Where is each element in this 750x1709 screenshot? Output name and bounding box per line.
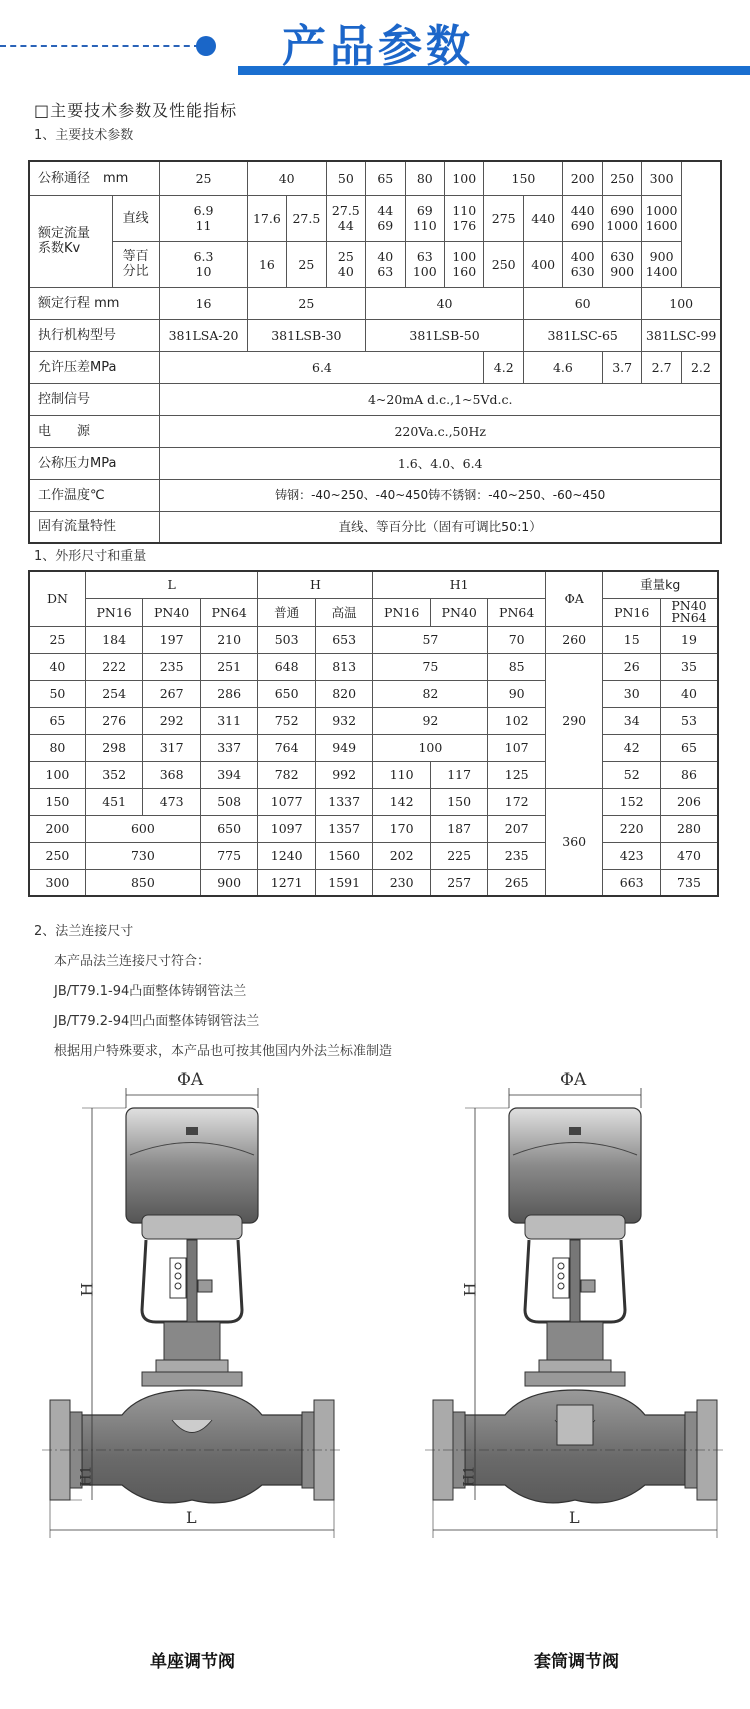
cell: 85 <box>488 653 546 680</box>
cell: 150 <box>484 161 563 195</box>
cell: 752 <box>258 707 316 734</box>
cell: 276 <box>85 707 143 734</box>
cell: 207 <box>488 815 546 842</box>
section-title: □主要技术参数及性能指标 <box>34 101 238 120</box>
cell: 80 <box>405 161 444 195</box>
cell: 40 <box>247 161 326 195</box>
cell <box>445 241 484 287</box>
label-linear: 直线 <box>112 195 160 241</box>
label-actuator: 执行机构型号 <box>29 319 160 351</box>
header-l: L <box>85 571 258 598</box>
cell: 25 <box>247 287 365 319</box>
cell: 440 <box>523 195 562 241</box>
cell: 15 <box>603 626 661 653</box>
cell: 57 <box>373 626 488 653</box>
table-row <box>29 842 718 869</box>
subsection-title-specs: 1、主要技术参数 <box>34 128 134 143</box>
header-hightemp: 高温 <box>315 598 373 626</box>
value: 40 <box>377 249 394 264</box>
value: 25 <box>337 249 354 264</box>
cell: 75 <box>373 653 488 680</box>
header-pn40: PN40 <box>143 598 201 626</box>
cell <box>326 195 365 241</box>
cell: 394 <box>200 761 258 788</box>
cell: 1077 <box>258 788 316 815</box>
table-row <box>29 734 718 761</box>
right-valve-caption: 套筒调节阀 <box>534 1652 619 1672</box>
dimension-table <box>28 570 719 897</box>
cell: 50 <box>29 680 85 707</box>
label-control-signal: 控制信号 <box>29 383 160 415</box>
cell: 225 <box>430 842 488 869</box>
value: 110 <box>452 203 477 218</box>
cell: 250 <box>29 842 85 869</box>
cell: 100 <box>373 734 488 761</box>
value: 690 <box>570 218 595 233</box>
cell: 100 <box>445 161 484 195</box>
table-row <box>29 626 718 653</box>
cell: 300 <box>29 869 85 896</box>
header-pn64: PN64 <box>488 598 546 626</box>
label-equal-pct-1: 等百 <box>122 249 149 264</box>
cell: 1240 <box>258 842 316 869</box>
cell: 16 <box>247 241 286 287</box>
cell: 1357 <box>315 815 373 842</box>
cell: 286 <box>200 680 258 707</box>
cell: 317 <box>143 734 201 761</box>
left-phia-label: ΦA <box>177 1070 204 1090</box>
value: 11 <box>195 218 212 233</box>
label-stroke: 额定行程 mm <box>29 287 160 319</box>
cell: 86 <box>660 761 718 788</box>
cell: 26 <box>603 653 661 680</box>
right-phia-label: ΦA <box>560 1070 587 1090</box>
header-weight: 重量kg <box>603 571 718 598</box>
spec-table <box>28 160 722 544</box>
value: 1000 <box>606 218 639 233</box>
row-temp <box>29 479 721 511</box>
cell: 184 <box>85 626 143 653</box>
value: 1000 <box>645 203 678 218</box>
cell: 107 <box>488 734 546 761</box>
left-l-label: L <box>186 1508 197 1527</box>
cell: 381LSC-65 <box>523 319 641 351</box>
cell: 6.4 <box>160 351 484 383</box>
cell: 730 <box>85 842 200 869</box>
cell: 1337 <box>315 788 373 815</box>
flange-line-1: 本产品法兰连接尺寸符合： <box>54 954 211 969</box>
table-row <box>29 653 718 680</box>
value: 44 <box>377 203 394 218</box>
value: 44 <box>337 218 354 233</box>
cell: 220 <box>603 815 661 842</box>
value: 440 <box>570 203 595 218</box>
cell: 直线、等百分比（固有可调比50:1） <box>160 511 721 543</box>
cell: 265 <box>488 869 546 896</box>
cell: 50 <box>326 161 365 195</box>
cell: 210 <box>200 626 258 653</box>
label-flow-char: 固有流量特性 <box>29 511 160 543</box>
cell: 311 <box>200 707 258 734</box>
value: 69 <box>416 203 433 218</box>
cell: 423 <box>603 842 661 869</box>
header-dashed-line <box>0 45 200 47</box>
cell: 1.6、4.0、6.4 <box>160 447 721 479</box>
value: 100 <box>412 264 437 279</box>
value: 900 <box>649 249 674 264</box>
header-normal: 普通 <box>258 598 316 626</box>
cell: 949 <box>315 734 373 761</box>
cell: 813 <box>315 653 373 680</box>
cell: 1271 <box>258 869 316 896</box>
cell: 782 <box>258 761 316 788</box>
cell: 220Va.c.,50Hz <box>160 415 721 447</box>
cell: 110 <box>373 761 431 788</box>
cell: 100 <box>29 761 85 788</box>
cell: 254 <box>85 680 143 707</box>
label-rated-flow <box>29 195 112 287</box>
value: 63 <box>377 264 394 279</box>
cell: 1097 <box>258 815 316 842</box>
value: 1600 <box>645 218 678 233</box>
cell: 42 <box>603 734 661 761</box>
cell: 257 <box>430 869 488 896</box>
row-kv-linear <box>29 195 721 241</box>
cell <box>563 241 602 287</box>
cell: 900 <box>200 869 258 896</box>
cell: 40 <box>660 680 718 707</box>
cell: 298 <box>85 734 143 761</box>
value: 110 <box>412 218 437 233</box>
left-h-label: H <box>77 1282 97 1297</box>
cell: 53 <box>660 707 718 734</box>
table-row <box>29 788 718 815</box>
flange-line-4: 根据用户特殊要求，本产品也可按其他国内外法兰标准制造 <box>54 1044 393 1059</box>
cell: 280 <box>660 815 718 842</box>
header-h1: H1 <box>373 571 546 598</box>
label-nominal-pressure: 公称压力MPa <box>29 447 160 479</box>
flange-line-3: JB/T79.2-94凹凸面整体铸钢管法兰 <box>54 1014 260 1029</box>
table-row <box>29 707 718 734</box>
label-nominal-dia: 公称通径 mm <box>29 161 160 195</box>
header-h: H <box>258 571 373 598</box>
cell: 250 <box>484 241 523 287</box>
cell <box>160 241 247 287</box>
cell: 150 <box>430 788 488 815</box>
cell: 52 <box>603 761 661 788</box>
cell: 19 <box>660 626 718 653</box>
cell: 80 <box>29 734 85 761</box>
header-phia: ΦA <box>545 571 603 626</box>
cell: 503 <box>258 626 316 653</box>
cell <box>366 195 405 241</box>
cell: 65 <box>660 734 718 761</box>
cell: 3.7 <box>602 351 641 383</box>
cell: 932 <box>315 707 373 734</box>
cell: 222 <box>85 653 143 680</box>
label-pressure-diff: 允许压差MPa <box>29 351 160 383</box>
row-control-signal <box>29 383 721 415</box>
cell: 65 <box>366 161 405 195</box>
cell: 200 <box>563 161 602 195</box>
cell: 4.6 <box>523 351 602 383</box>
cell: 102 <box>488 707 546 734</box>
row-flow-char <box>29 511 721 543</box>
header-row-2 <box>29 598 718 626</box>
label-equal-pct-2: 分比 <box>122 264 149 279</box>
cell: 653 <box>315 626 373 653</box>
cell: 150 <box>29 788 85 815</box>
value: 69 <box>377 218 394 233</box>
row-kv-equal <box>29 241 721 287</box>
valve-drawings <box>0 1060 750 1709</box>
cell: 125 <box>488 761 546 788</box>
cell: 16 <box>160 287 247 319</box>
cell: 352 <box>85 761 143 788</box>
value: 900 <box>610 264 635 279</box>
cell <box>405 241 444 287</box>
label-power: 电 源 <box>29 415 160 447</box>
header-pn40: PN40 <box>671 598 707 613</box>
cell: 850 <box>85 869 200 896</box>
header-pn16: PN16 <box>603 598 661 626</box>
row-power <box>29 415 721 447</box>
label-rated-flow-2: 系数Kv <box>38 241 81 256</box>
cell: 290 <box>545 653 603 788</box>
cell: 2.2 <box>681 351 721 383</box>
cell: 35 <box>660 653 718 680</box>
label-equal-pct <box>112 241 160 287</box>
row-stroke <box>29 287 721 319</box>
header-pn16: PN16 <box>85 598 143 626</box>
cell <box>563 195 602 241</box>
cell: 764 <box>258 734 316 761</box>
value: 63 <box>416 249 433 264</box>
cell <box>602 195 641 241</box>
cell: 820 <box>315 680 373 707</box>
cell: 90 <box>488 680 546 707</box>
cell: 381LSB-50 <box>366 319 524 351</box>
header-pn40: PN40 <box>430 598 488 626</box>
cell: 40 <box>366 287 524 319</box>
cell: 381LSB-30 <box>247 319 365 351</box>
header-pn40-pn64 <box>660 598 718 626</box>
value: 160 <box>452 264 477 279</box>
cell: 60 <box>523 287 641 319</box>
cell: 260 <box>545 626 603 653</box>
flange-title: 2、法兰连接尺寸 <box>34 924 134 939</box>
cell: 4~20mA d.c.,1~5Vd.c. <box>160 383 721 415</box>
cell: 267 <box>143 680 201 707</box>
cell: 1560 <box>315 842 373 869</box>
cell: 30 <box>603 680 661 707</box>
cell: 473 <box>143 788 201 815</box>
cell: 650 <box>200 815 258 842</box>
cell: 508 <box>200 788 258 815</box>
value: 40 <box>337 264 354 279</box>
flange-line-2: JB/T79.1-94凸面整体铸钢管法兰 <box>54 984 247 999</box>
header-row-1 <box>29 571 718 598</box>
left-h1-label: H1 <box>78 1465 95 1487</box>
value: 690 <box>610 203 635 218</box>
table-row <box>29 815 718 842</box>
cell: 230 <box>373 869 431 896</box>
cell: 200 <box>29 815 85 842</box>
header-dot <box>196 36 216 56</box>
cell: 251 <box>200 653 258 680</box>
value: 6.9 <box>193 203 214 218</box>
cell <box>366 241 405 287</box>
cell: 25 <box>29 626 85 653</box>
cell <box>160 195 247 241</box>
header-dn: DN <box>29 571 85 626</box>
cell: 152 <box>603 788 661 815</box>
label-rated-flow-1: 额定流量 <box>38 226 91 241</box>
cell: 206 <box>660 788 718 815</box>
cell: 292 <box>143 707 201 734</box>
cell: 202 <box>373 842 431 869</box>
cell: 648 <box>258 653 316 680</box>
cell: 117 <box>430 761 488 788</box>
value: 400 <box>570 249 595 264</box>
value: 176 <box>452 218 477 233</box>
cell: 368 <box>143 761 201 788</box>
table-row <box>29 761 718 788</box>
right-l-label: L <box>569 1508 580 1527</box>
cell: 381LSC-99 <box>642 319 721 351</box>
cell: 992 <box>315 761 373 788</box>
cell <box>445 195 484 241</box>
header-pn64: PN64 <box>200 598 258 626</box>
cell: 4.2 <box>484 351 523 383</box>
cell: 235 <box>143 653 201 680</box>
cell: 70 <box>488 626 546 653</box>
value: 10 <box>195 264 212 279</box>
value: 630 <box>570 264 595 279</box>
row-pressure-diff <box>29 351 721 383</box>
cell: 381LSA-20 <box>160 319 247 351</box>
cell: 65 <box>29 707 85 734</box>
value: 630 <box>610 249 635 264</box>
cell: 142 <box>373 788 431 815</box>
label-temp: 工作温度℃ <box>29 479 160 511</box>
value: 27.5 <box>331 203 360 218</box>
left-valve-caption: 单座调节阀 <box>150 1652 235 1672</box>
row-nominal-dia <box>29 161 721 195</box>
cell: 300 <box>642 161 681 195</box>
cell: 25 <box>160 161 247 195</box>
cell: 40 <box>29 653 85 680</box>
cell: 360 <box>545 788 603 896</box>
cell: 25 <box>287 241 326 287</box>
right-h1-label: H1 <box>461 1465 478 1487</box>
cell: 663 <box>603 869 661 896</box>
cell: 187 <box>430 815 488 842</box>
value: 100 <box>452 249 477 264</box>
cell: 451 <box>85 788 143 815</box>
cell: 197 <box>143 626 201 653</box>
cell <box>642 241 681 287</box>
table-row <box>29 869 718 896</box>
cell: 1591 <box>315 869 373 896</box>
cell <box>642 195 681 241</box>
cell: 275 <box>484 195 523 241</box>
cell: 470 <box>660 842 718 869</box>
cell: 775 <box>200 842 258 869</box>
cell: 250 <box>602 161 641 195</box>
cell: 82 <box>373 680 488 707</box>
cell: 100 <box>642 287 721 319</box>
cell: 337 <box>200 734 258 761</box>
cell: 92 <box>373 707 488 734</box>
table-row <box>29 680 718 707</box>
cell <box>602 241 641 287</box>
cell: 34 <box>603 707 661 734</box>
subsection-title-dimensions: 1、外形尺寸和重量 <box>34 549 147 564</box>
cell: 400 <box>523 241 562 287</box>
header-pn16: PN16 <box>373 598 431 626</box>
cell: 170 <box>373 815 431 842</box>
value: 1400 <box>645 264 678 279</box>
cell: 235 <box>488 842 546 869</box>
page-header <box>0 0 750 80</box>
value: 6.3 <box>193 249 214 264</box>
row-nominal-pressure <box>29 447 721 479</box>
cell: 172 <box>488 788 546 815</box>
cell <box>405 195 444 241</box>
cell: 27.5 <box>287 195 326 241</box>
cell: 650 <box>258 680 316 707</box>
cell: 2.7 <box>642 351 681 383</box>
header-pn64: PN64 <box>671 610 707 625</box>
cell: 600 <box>85 815 200 842</box>
cell: 735 <box>660 869 718 896</box>
cell: 铸钢：-40~250、-40~450铸不锈钢：-40~250、-60~450 <box>160 479 721 511</box>
row-actuator <box>29 319 721 351</box>
page-title: 产品参数 <box>282 21 474 72</box>
right-h-label: H <box>460 1282 480 1297</box>
cell <box>326 241 365 287</box>
cell: 17.6 <box>247 195 286 241</box>
